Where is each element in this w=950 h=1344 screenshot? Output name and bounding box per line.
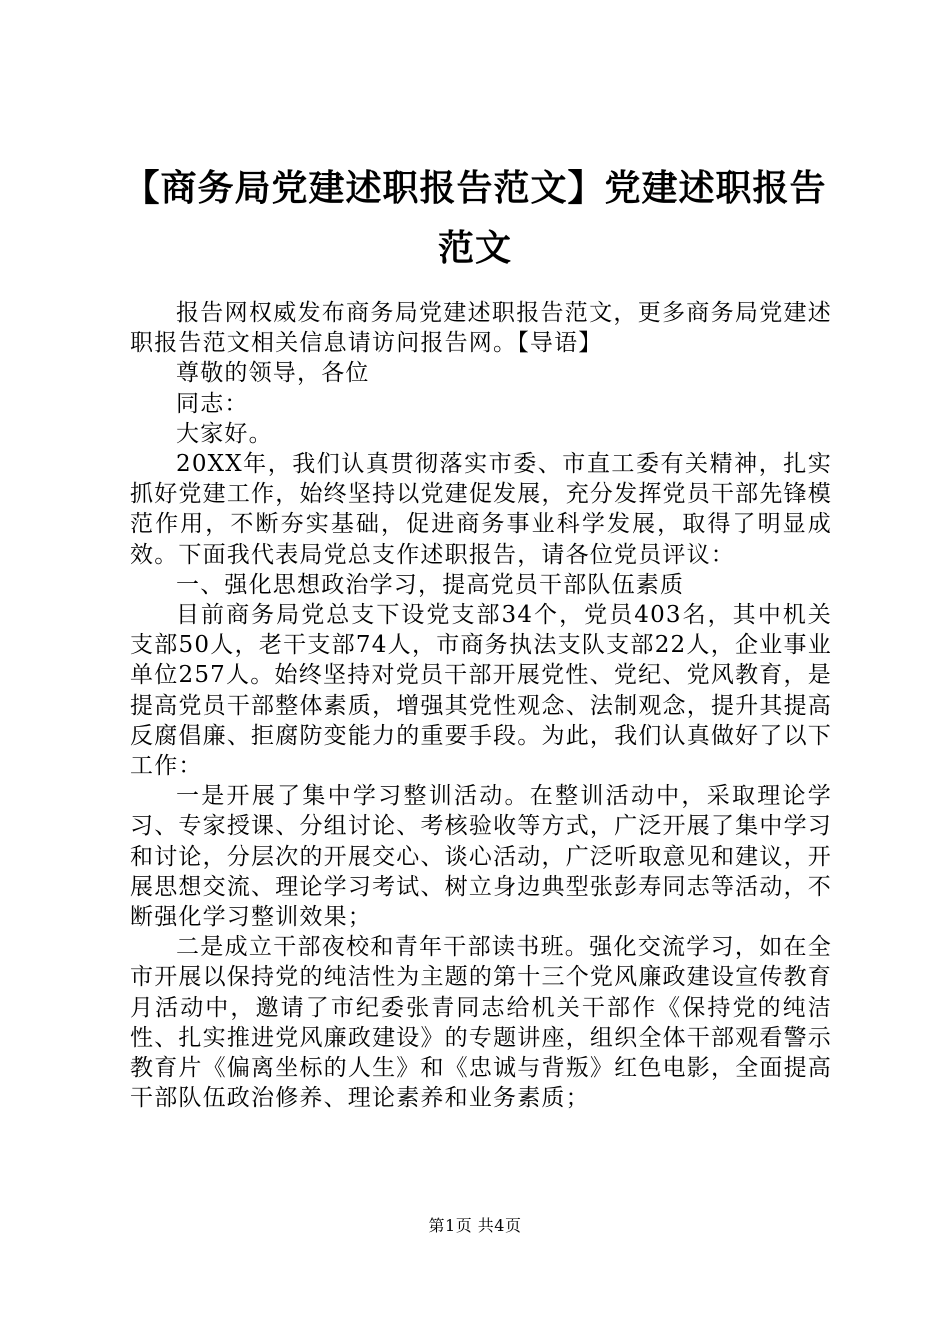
greeting-line: 大家好。 — [176, 420, 273, 447]
page-number: 第1页 共4页 — [428, 1216, 522, 1235]
salutation-line: 尊敬的领导，各位 — [176, 360, 370, 387]
body-paragraph: 目前商务局党总支下设党支部34个，党员403名，其中机关支部50人，老干支部74人，市商务执法支队支部22人，企业事业单位257人。始终坚持对党员干部开展党性、党纪、党风教育，是提高党员干部整体素质，增强其党性观念、法制观念，提升其提高反腐倡廉、拒腐防变能力的重要手段。为此，我们认真做好了以下工作： — [130, 602, 832, 780]
body-paragraph: 20XX年，我们认真贯彻落实市委、市直工委有关精神，扎实抓好党建工作，始终坚持以党建促发展，充分发挥党员干部先锋模范作用，不断夯实基础，促进商务事业科学发展，取得了明显成效。下面我代表局党总支作述职报告，请各位党员评议： — [130, 451, 832, 568]
salutation-line: 同志： — [176, 390, 249, 417]
body-paragraph: 二是成立干部夜校和青年干部读书班。强化交流学习，如在全市开展以保持党的纯洁性为主题的第十三个党风廉政建设宣传教育月活动中，邀请了市纪委张青同志给机关干部作《保持党的纯洁性、扎实推进党风廉政建设》的专题讲座，组织全体干部观看警示教育片《偏离坐标的人生》和《忠诚与背叛》红色电影，全面提高干部队伍政治修养、理论素养和业务素质； — [130, 934, 832, 1112]
intro-paragraph: 报告网权威发布商务局党建述职报告范文，更多商务局党建述职报告范文相关信息请访问报告网。【导语】 — [130, 300, 832, 357]
document-title: 【商务局党建述职报告范文】党建述职报告范文 — [123, 167, 827, 269]
section-heading: 一、强化思想政治学习，提高党员干部队伍素质 — [176, 571, 685, 598]
document-body — [130, 298, 832, 1113]
body-paragraph: 一是开展了集中学习整训活动。在整训活动中，采取理论学习、专家授课、分组讨论、考核验收等方式，广泛开展了集中学习和讨论，分层次的开展交心、谈心活动，广泛听取意见和建议，开展思想交流、理论学习考试、树立身边典型张彭寿同志等活动，不断强化学习整训效果； — [130, 783, 832, 931]
